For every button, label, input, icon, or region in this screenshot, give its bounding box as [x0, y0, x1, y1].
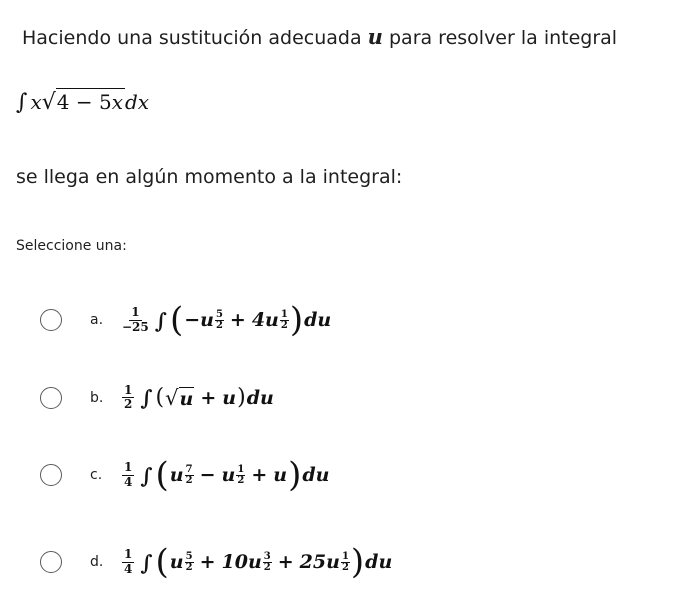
integral-differential: dx: [124, 90, 150, 114]
radicand-const: 4 − 5: [56, 90, 112, 114]
option-c[interactable]: [40, 455, 330, 495]
coefficient-a: $\frac{1}{-25}$: [122, 305, 149, 334]
coefficient-d: $\frac{1}{4}$: [124, 547, 133, 576]
paren-open-c: (: [155, 455, 169, 495]
coefficient-c: $\frac{1}{4}$: [124, 460, 133, 489]
exponent: 1 2: [237, 463, 245, 486]
differential-c: du: [302, 464, 330, 486]
select-label: Seleccione una:: [16, 238, 127, 254]
option-c-expression[interactable]: $\frac{1}{4}$ ∫ ( u 7 2 − u 1 2 + u ) du: [124, 455, 330, 495]
coefficient-b: $\frac{1}{2}$: [124, 383, 133, 412]
substitution-variable: u: [367, 24, 383, 49]
radio-button-c[interactable]: [40, 464, 62, 486]
radicand: [56, 88, 125, 114]
exponent: 1 2: [341, 550, 349, 573]
radio-button-d[interactable]: [40, 551, 62, 573]
option-b-expression[interactable]: $\frac{1}{2}$ ∫ ( √ u + u ) du: [124, 383, 274, 412]
paren-open-d: (: [155, 542, 169, 582]
option-letter-b: b.: [90, 389, 104, 406]
given-integral: [16, 88, 149, 115]
integral-sign-d: ∫: [140, 549, 153, 575]
exponent: 5 2: [215, 308, 223, 331]
option-a-expression[interactable]: $\frac{1}{-25}$ ∫ ( −u 5 2 + 4u 1 2 ) du: [122, 300, 332, 340]
exponent: 1 2: [280, 308, 288, 331]
reaches-text: se llega en algún momento a la integral:: [16, 166, 403, 188]
differential-b: du: [246, 386, 274, 409]
option-a[interactable]: [40, 300, 332, 340]
prompt-text-before: Haciendo una sustitución adecuada: [22, 27, 362, 49]
option-d-expression[interactable]: $\frac{1}{4}$ ∫ ( u 5 2 + 10u 3 2 + 25u 1 2 ) du: [124, 542, 393, 582]
square-root: [42, 88, 125, 115]
option-letter-c: c.: [90, 467, 103, 483]
option-letter-d: d.: [90, 554, 104, 570]
sqrt-u: √ u: [165, 385, 194, 410]
integral-factor: x: [30, 90, 42, 114]
integral-sign: ∫: [16, 90, 28, 115]
paren-open-a: (: [169, 300, 184, 340]
integral-sign-a: ∫: [154, 307, 167, 333]
exponent: 7 2: [185, 463, 193, 486]
paren-close-b: ): [237, 384, 246, 410]
prompt-text-after: para resolver la integral: [388, 27, 618, 49]
radicand-var: x: [111, 90, 123, 114]
integral-sign-c: ∫: [140, 462, 153, 488]
paren-close-d: ): [350, 542, 365, 582]
differential-d: du: [365, 551, 393, 573]
option-d[interactable]: [40, 542, 393, 582]
integral-sign-b: ∫: [140, 385, 153, 411]
radical-sign: √: [41, 90, 56, 115]
exponent: 5 2: [185, 550, 193, 573]
differential-a: du: [304, 309, 332, 331]
radio-button-b[interactable]: [40, 387, 62, 409]
paren-close-a: ): [289, 300, 304, 340]
option-letter-a: a.: [90, 312, 104, 328]
option-b[interactable]: [40, 384, 274, 411]
paren-close-c: ): [288, 455, 302, 495]
paren-open-b: (: [155, 384, 165, 410]
question-prompt: [22, 24, 617, 49]
radio-button-a[interactable]: [40, 309, 62, 331]
exponent: 3 2: [263, 550, 271, 573]
